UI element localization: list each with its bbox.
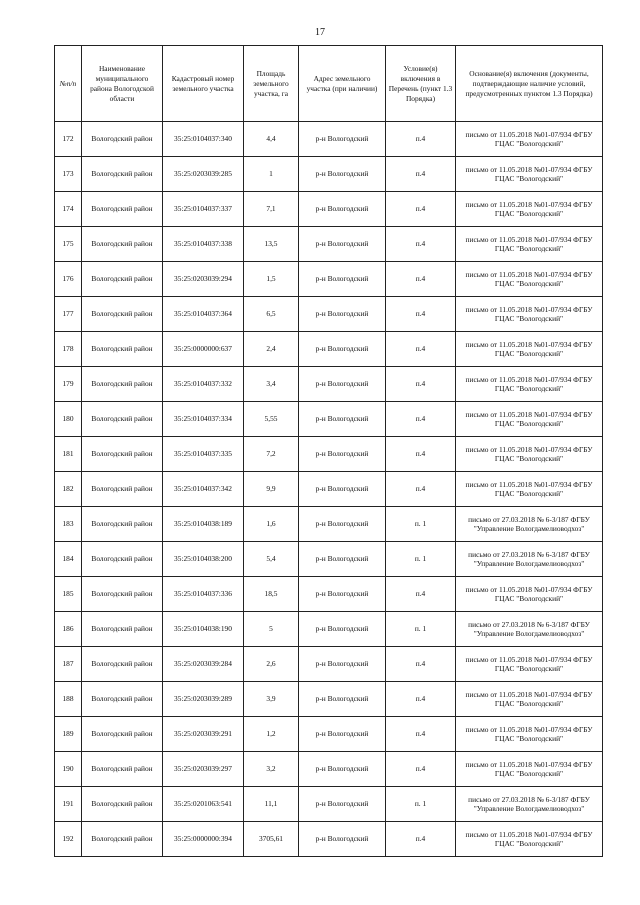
- table-row: [55, 822, 603, 857]
- cell-district: Вологодский район: [82, 332, 163, 367]
- cell-cadastral: 35:25:0104037:334: [163, 402, 244, 437]
- cell-area: 1,6: [244, 507, 299, 542]
- cell-basis: письмо от 27.03.2018 № 6-3/187 ФГБУ "Управление Вологдамелиоводхоз": [456, 507, 603, 542]
- table-row: [55, 717, 603, 752]
- cell-district: Вологодский район: [82, 192, 163, 227]
- cell-number: 178: [55, 332, 82, 367]
- cell-address: р-н Вологодский: [299, 472, 386, 507]
- cell-condition: п.4: [386, 402, 456, 437]
- cell-district: Вологодский район: [82, 227, 163, 262]
- header-number: №п/п: [55, 46, 82, 122]
- table-row: [55, 157, 603, 192]
- table-row: [55, 297, 603, 332]
- cell-condition: п. 1: [386, 787, 456, 822]
- cell-cadastral: 35:25:0104038:200: [163, 542, 244, 577]
- cell-cadastral: 35:25:0104037:337: [163, 192, 244, 227]
- cell-number: 172: [55, 122, 82, 157]
- table-row: [55, 367, 603, 402]
- cell-address: р-н Вологодский: [299, 787, 386, 822]
- cell-cadastral: 35:25:0000000:394: [163, 822, 244, 857]
- cell-condition: п.4: [386, 437, 456, 472]
- cell-area: 3705,61: [244, 822, 299, 857]
- cell-basis: письмо от 11.05.2018 №01-07/934 ФГБУ ГЦАС "Вологодский": [456, 122, 603, 157]
- cell-number: 185: [55, 577, 82, 612]
- cell-cadastral: 35:25:0203039:289: [163, 682, 244, 717]
- table-row: [55, 402, 603, 437]
- header-cadastral: Кадастровый номер земельного участка: [163, 46, 244, 122]
- cell-basis: письмо от 11.05.2018 №01-07/934 ФГБУ ГЦАС "Вологодский": [456, 332, 603, 367]
- cell-condition: п.4: [386, 682, 456, 717]
- cell-basis: письмо от 11.05.2018 №01-07/934 ФГБУ ГЦАС "Вологодский": [456, 437, 603, 472]
- cell-cadastral: 35:25:0104037:338: [163, 227, 244, 262]
- cell-cadastral: 35:25:0000000:637: [163, 332, 244, 367]
- cell-address: р-н Вологодский: [299, 507, 386, 542]
- cell-basis: письмо от 11.05.2018 №01-07/934 ФГБУ ГЦАС "Вологодский": [456, 577, 603, 612]
- cell-cadastral: 35:25:0203039:297: [163, 752, 244, 787]
- cell-district: Вологодский район: [82, 297, 163, 332]
- cell-number: 179: [55, 367, 82, 402]
- header-condition: Условие(я) включения в Перечень (пункт 1.3 Порядка): [386, 46, 456, 122]
- cell-cadastral: 35:25:0104037:335: [163, 437, 244, 472]
- table-row: [55, 787, 603, 822]
- header-address: Адрес земельного участка (при наличии): [299, 46, 386, 122]
- cell-condition: п.4: [386, 332, 456, 367]
- cell-district: Вологодский район: [82, 262, 163, 297]
- cell-district: Вологодский район: [82, 717, 163, 752]
- cell-district: Вологодский район: [82, 787, 163, 822]
- page-number: 17: [315, 27, 325, 38]
- cell-condition: п.4: [386, 157, 456, 192]
- header-basis: Основание(я) включения (документы, подтверждающие наличие условий, предусмотренных пунктом 1.3 Порядка): [456, 46, 603, 122]
- cell-address: р-н Вологодский: [299, 332, 386, 367]
- cell-basis: письмо от 11.05.2018 №01-07/934 ФГБУ ГЦАС "Вологодский": [456, 367, 603, 402]
- cell-area: 1,5: [244, 262, 299, 297]
- cell-cadastral: 35:25:0104037:332: [163, 367, 244, 402]
- cell-cadastral: 35:25:0203039:291: [163, 717, 244, 752]
- cell-district: Вологодский район: [82, 157, 163, 192]
- cell-number: 186: [55, 612, 82, 647]
- table-row: [55, 507, 603, 542]
- cell-area: 3,2: [244, 752, 299, 787]
- cell-condition: п.4: [386, 192, 456, 227]
- table-row: [55, 122, 603, 157]
- table-header-row: [55, 46, 603, 122]
- cell-number: 176: [55, 262, 82, 297]
- cell-area: 7,1: [244, 192, 299, 227]
- cell-address: р-н Вологодский: [299, 717, 386, 752]
- cell-basis: письмо от 27.03.2018 № 6-3/187 ФГБУ "Управление Вологдамелиоводхоз": [456, 612, 603, 647]
- cell-number: 174: [55, 192, 82, 227]
- cell-condition: п.4: [386, 262, 456, 297]
- table-row: [55, 647, 603, 682]
- cell-district: Вологодский район: [82, 437, 163, 472]
- cell-address: р-н Вологодский: [299, 402, 386, 437]
- cell-area: 6,5: [244, 297, 299, 332]
- cell-number: 184: [55, 542, 82, 577]
- cell-district: Вологодский район: [82, 647, 163, 682]
- cell-basis: письмо от 11.05.2018 №01-07/934 ФГБУ ГЦАС "Вологодский": [456, 717, 603, 752]
- cell-cadastral: 35:25:0203039:284: [163, 647, 244, 682]
- cell-cadastral: 35:25:0104037:336: [163, 577, 244, 612]
- cell-condition: п.4: [386, 752, 456, 787]
- cell-area: 5,4: [244, 542, 299, 577]
- cell-cadastral: 35:25:0201063:541: [163, 787, 244, 822]
- cell-address: р-н Вологодский: [299, 437, 386, 472]
- cell-basis: письмо от 11.05.2018 №01-07/934 ФГБУ ГЦАС "Вологодский": [456, 157, 603, 192]
- cell-cadastral: 35:25:0104037:342: [163, 472, 244, 507]
- table-row: [55, 542, 603, 577]
- cell-basis: письмо от 11.05.2018 №01-07/934 ФГБУ ГЦАС "Вологодский": [456, 647, 603, 682]
- cell-number: 177: [55, 297, 82, 332]
- cell-condition: п. 1: [386, 507, 456, 542]
- cell-address: р-н Вологодский: [299, 122, 386, 157]
- cell-district: Вологодский район: [82, 612, 163, 647]
- cell-basis: письмо от 11.05.2018 №01-07/934 ФГБУ ГЦАС "Вологодский": [456, 262, 603, 297]
- cell-basis: письмо от 11.05.2018 №01-07/934 ФГБУ ГЦАС "Вологодский": [456, 297, 603, 332]
- cell-condition: п.4: [386, 647, 456, 682]
- cell-address: р-н Вологодский: [299, 752, 386, 787]
- cell-area: 2,4: [244, 332, 299, 367]
- cell-basis: письмо от 11.05.2018 №01-07/934 ФГБУ ГЦАС "Вологодский": [456, 682, 603, 717]
- cell-cadastral: 35:25:0104037:340: [163, 122, 244, 157]
- table-row: [55, 437, 603, 472]
- cell-district: Вологодский район: [82, 367, 163, 402]
- cell-address: р-н Вологодский: [299, 367, 386, 402]
- cell-area: 1,2: [244, 717, 299, 752]
- land-plots-table: [54, 45, 603, 857]
- cell-basis: письмо от 11.05.2018 №01-07/934 ФГБУ ГЦАС "Вологодский": [456, 192, 603, 227]
- cell-district: Вологодский район: [82, 507, 163, 542]
- cell-area: 1: [244, 157, 299, 192]
- cell-area: 11,1: [244, 787, 299, 822]
- cell-area: 9,9: [244, 472, 299, 507]
- cell-address: р-н Вологодский: [299, 612, 386, 647]
- cell-district: Вологодский район: [82, 402, 163, 437]
- cell-address: р-н Вологодский: [299, 157, 386, 192]
- cell-number: 188: [55, 682, 82, 717]
- cell-area: 3,4: [244, 367, 299, 402]
- table-row: [55, 262, 603, 297]
- cell-condition: п. 1: [386, 542, 456, 577]
- table-row: [55, 682, 603, 717]
- cell-number: 191: [55, 787, 82, 822]
- cell-cadastral: 35:25:0104038:189: [163, 507, 244, 542]
- cell-cadastral: 35:25:0104037:364: [163, 297, 244, 332]
- cell-address: р-н Вологодский: [299, 647, 386, 682]
- cell-number: 187: [55, 647, 82, 682]
- cell-condition: п. 1: [386, 612, 456, 647]
- cell-basis: письмо от 27.03.2018 № 6-3/187 ФГБУ "Управление Вологдамелиоводхоз": [456, 787, 603, 822]
- cell-address: р-н Вологодский: [299, 227, 386, 262]
- cell-district: Вологодский район: [82, 682, 163, 717]
- cell-cadastral: 35:25:0104038:190: [163, 612, 244, 647]
- cell-condition: п.4: [386, 367, 456, 402]
- cell-condition: п.4: [386, 227, 456, 262]
- cell-number: 173: [55, 157, 82, 192]
- cell-basis: письмо от 11.05.2018 №01-07/934 ФГБУ ГЦАС "Вологодский": [456, 752, 603, 787]
- cell-condition: п.4: [386, 122, 456, 157]
- cell-cadastral: 35:25:0203039:285: [163, 157, 244, 192]
- cell-condition: п.4: [386, 717, 456, 752]
- table-row: [55, 227, 603, 262]
- cell-area: 5,55: [244, 402, 299, 437]
- cell-area: 4,4: [244, 122, 299, 157]
- header-area: Площадь земельного участка, га: [244, 46, 299, 122]
- cell-number: 180: [55, 402, 82, 437]
- table-body: [55, 122, 603, 857]
- cell-number: 182: [55, 472, 82, 507]
- cell-address: р-н Вологодский: [299, 192, 386, 227]
- table-row: [55, 752, 603, 787]
- cell-area: 13,5: [244, 227, 299, 262]
- table-row: [55, 192, 603, 227]
- cell-district: Вологодский район: [82, 822, 163, 857]
- cell-address: р-н Вологодский: [299, 542, 386, 577]
- header-district: Наименование муниципального района Вологодской области: [82, 46, 163, 122]
- cell-number: 190: [55, 752, 82, 787]
- cell-area: 3,9: [244, 682, 299, 717]
- cell-number: 181: [55, 437, 82, 472]
- cell-number: 183: [55, 507, 82, 542]
- table-row: [55, 332, 603, 367]
- cell-area: 2,6: [244, 647, 299, 682]
- cell-address: р-н Вологодский: [299, 297, 386, 332]
- cell-area: 7,2: [244, 437, 299, 472]
- cell-district: Вологодский район: [82, 122, 163, 157]
- cell-area: 18,5: [244, 577, 299, 612]
- cell-condition: п.4: [386, 822, 456, 857]
- cell-number: 189: [55, 717, 82, 752]
- cell-cadastral: 35:25:0203039:294: [163, 262, 244, 297]
- cell-basis: письмо от 11.05.2018 №01-07/934 ФГБУ ГЦАС "Вологодский": [456, 227, 603, 262]
- cell-basis: письмо от 27.03.2018 № 6-3/187 ФГБУ "Управление Вологдамелиоводхоз": [456, 542, 603, 577]
- cell-district: Вологодский район: [82, 542, 163, 577]
- cell-address: р-н Вологодский: [299, 577, 386, 612]
- cell-district: Вологодский район: [82, 577, 163, 612]
- cell-district: Вологодский район: [82, 472, 163, 507]
- cell-number: 192: [55, 822, 82, 857]
- cell-condition: п.4: [386, 297, 456, 332]
- cell-number: 175: [55, 227, 82, 262]
- cell-basis: письмо от 11.05.2018 №01-07/934 ФГБУ ГЦАС "Вологодский": [456, 472, 603, 507]
- cell-basis: письмо от 11.05.2018 №01-07/934 ФГБУ ГЦАС "Вологодский": [456, 402, 603, 437]
- cell-address: р-н Вологодский: [299, 682, 386, 717]
- cell-address: р-н Вологодский: [299, 262, 386, 297]
- cell-area: 5: [244, 612, 299, 647]
- cell-condition: п.4: [386, 577, 456, 612]
- table-row: [55, 612, 603, 647]
- cell-district: Вологодский район: [82, 752, 163, 787]
- cell-address: р-н Вологодский: [299, 822, 386, 857]
- table-row: [55, 577, 603, 612]
- table-row: [55, 472, 603, 507]
- cell-condition: п.4: [386, 472, 456, 507]
- cell-basis: письмо от 11.05.2018 №01-07/934 ФГБУ ГЦАС "Вологодский": [456, 822, 603, 857]
